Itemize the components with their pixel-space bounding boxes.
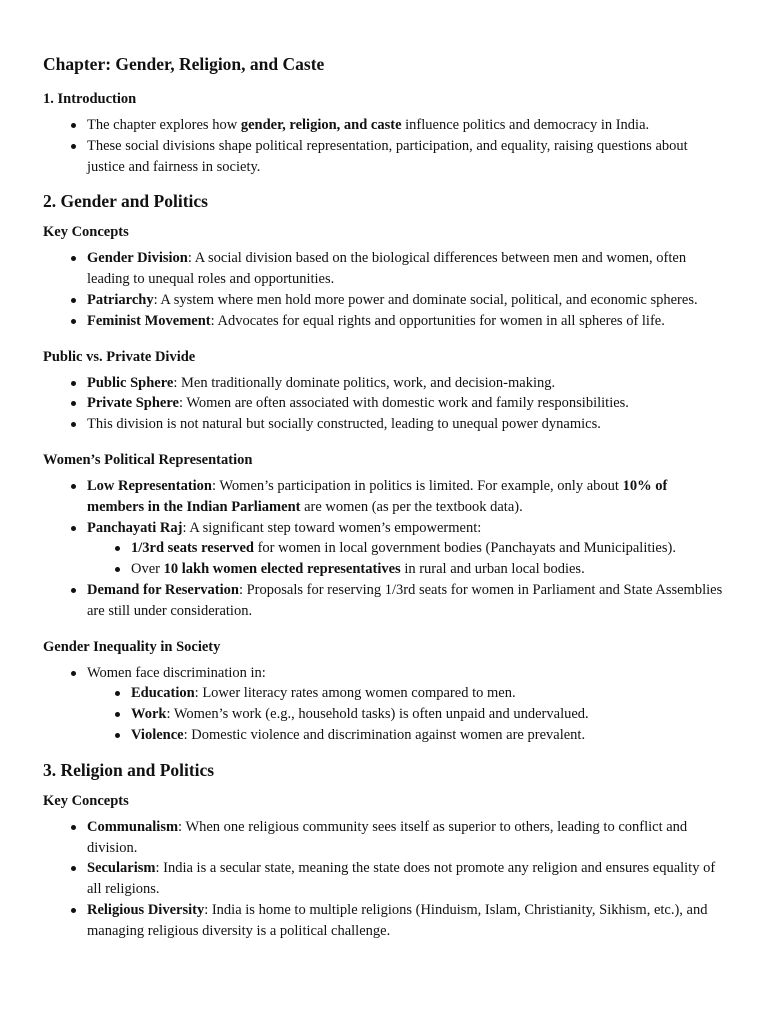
bold-text: 10% of members in the Indian Parliament (87, 477, 668, 515)
definition: : India is home to multiple religions (Hinduism, Islam, Christianity, Sikhism, etc.), and managing religious diversity is a political challenge. (87, 901, 708, 939)
definition: are women (as per the textbook data). (300, 498, 523, 515)
term: Religious Diversity (87, 901, 205, 918)
section-gender-politics-heading: 2. Gender and Politics (43, 191, 208, 212)
introduction-list (43, 115, 728, 177)
definition: : Domestic violence and discrimination against women are prevalent. (183, 726, 586, 743)
text: in rural and urban local bodies. (400, 561, 585, 578)
term: Private Sphere (87, 395, 179, 412)
sub-list-item (131, 725, 728, 746)
term: Education (131, 685, 195, 702)
list-item (87, 663, 728, 746)
definition: : Women’s work (e.g., household tasks) is often unpaid and undervalued. (166, 706, 589, 723)
definition: : Women’s participation in politics is limited. For example, only about (212, 477, 623, 494)
term: Communalism (87, 818, 179, 835)
list-item: These social divisions shape political representation, participation, and equality, raising questions about justice and fairness in society. (87, 136, 728, 178)
text: Women face discrimination in: (87, 664, 266, 681)
list-item (87, 476, 728, 518)
bold-text: 1/3rd seats reserved (131, 540, 254, 557)
sub-list-item (131, 683, 728, 704)
term: Feminist Movement (87, 312, 211, 329)
text: Over (131, 561, 164, 578)
bold-text: gender, religion, and caste (240, 117, 402, 133)
list-item (87, 373, 728, 394)
section-religion-politics-heading: 3. Religion and Politics (43, 759, 215, 780)
list-item (87, 290, 728, 311)
chapter-title: Chapter: Gender, Religion, and Caste (43, 54, 325, 74)
definition: : India is a secular state, meaning the state does not promote any religion and ensures equality of all religions. (87, 860, 716, 898)
section-introduction-heading: 1. Introduction (43, 91, 137, 107)
term: Public Sphere (87, 374, 174, 391)
key-concepts-heading: Key Concepts (43, 224, 129, 241)
term: Work (131, 706, 167, 723)
key-concepts-heading: Key Concepts (43, 792, 129, 809)
term: Violence (131, 726, 184, 743)
term: Patriarchy (87, 291, 154, 308)
definition: : Women are often associated with domestic work and family responsibilities. (178, 395, 629, 412)
term: Secularism (87, 860, 156, 877)
inequality-sublist (87, 683, 728, 745)
list-item: This division is not natural but socially constructed, leading to unequal power dynamics. (87, 414, 728, 435)
sub-list-item (131, 559, 728, 580)
definition: : Men traditionally dominate politics, work, and decision-making. (173, 374, 556, 391)
definition: : When one religious community sees itself as superior to others, leading to conflict and division. (87, 818, 688, 856)
definition: : A social division based on the biological differences between men and women, often leading to unequal roles and opportunities. (87, 250, 687, 288)
panchayati-raj-sublist (87, 538, 728, 580)
definition: : Proposals for reserving 1/3rd seats for women in Parliament and State Assemblies are still under consideration. (87, 581, 723, 619)
list-item (87, 518, 728, 580)
sub-list-item (131, 538, 728, 559)
public-private-list (43, 373, 728, 435)
text: influence politics and democracy in India. (401, 117, 650, 133)
text: The chapter explores how (87, 117, 241, 133)
gender-key-concepts-list (43, 248, 728, 331)
definition: : Advocates for equal rights and opportunities for women in all spheres of life. (210, 312, 665, 329)
term: Low Representation (87, 477, 212, 494)
definition: : A significant step toward women’s empowerment: (182, 519, 482, 536)
gender-inequality-heading: Gender Inequality in Society (43, 638, 221, 655)
list-item (87, 858, 728, 900)
definition: : Lower literacy rates among women compared to men. (194, 685, 516, 702)
list-item (87, 817, 728, 859)
list-item (87, 393, 728, 414)
list-item (87, 580, 728, 622)
list-item (87, 311, 728, 332)
term: Gender Division (87, 250, 188, 267)
definition: : A system where men hold more power and dominate social, political, and economic spheres. (153, 291, 698, 308)
political-representation-heading: Women’s Political Representation (43, 451, 253, 468)
religion-key-concepts-list (43, 817, 728, 942)
sub-list-item (131, 704, 728, 725)
list-item (87, 115, 728, 136)
public-private-divide-heading: Public vs. Private Divide (43, 348, 196, 365)
term: Panchayati Raj (87, 519, 183, 536)
inequality-list (43, 663, 728, 746)
list-item (87, 900, 728, 942)
list-item (87, 248, 728, 290)
text: for women in local government bodies (Panchayats and Municipalities). (253, 540, 676, 557)
term: Demand for Reservation (87, 581, 239, 598)
bold-text: 10 lakh women elected representatives (163, 561, 401, 578)
representation-list (43, 476, 728, 622)
